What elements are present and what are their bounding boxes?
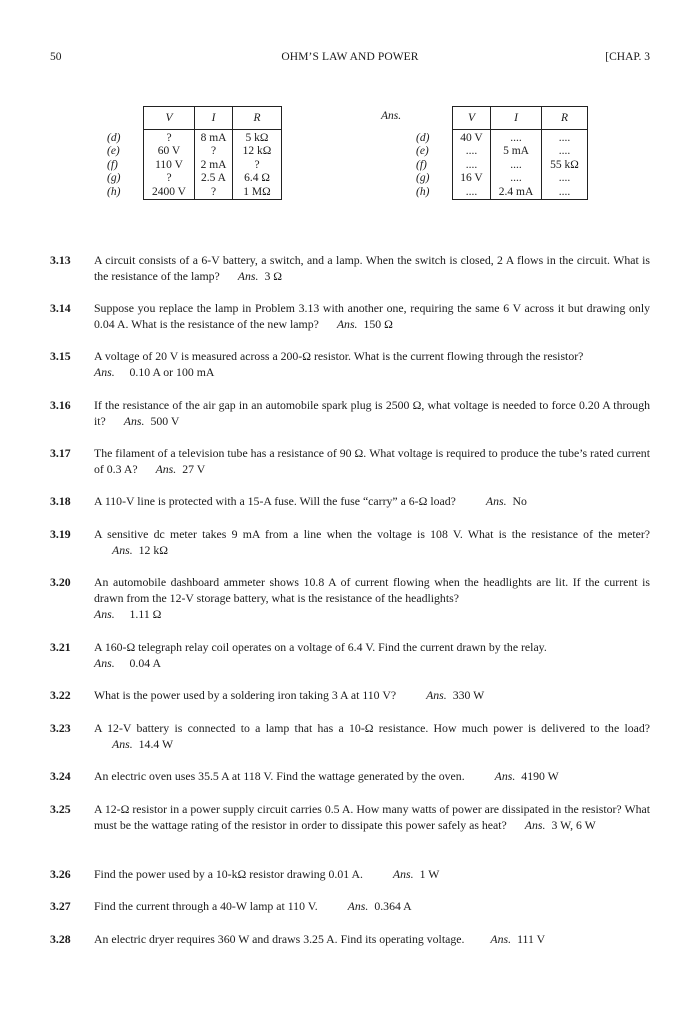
running-title: OHM’S LAW AND POWER bbox=[281, 51, 419, 63]
problem-item bbox=[50, 720, 650, 752]
answer-label: Ans. bbox=[237, 269, 259, 283]
problem-item bbox=[50, 574, 650, 622]
header-v: V bbox=[453, 107, 491, 130]
problem-text: Find the current through a 40-W lamp at 110 V. bbox=[94, 899, 318, 913]
table-row bbox=[107, 130, 282, 146]
cell-v: 40 V bbox=[453, 130, 491, 146]
answer-label: Ans. bbox=[392, 867, 414, 881]
answer-value: 330 W bbox=[452, 688, 485, 702]
answer-value: 3 Ω bbox=[264, 269, 283, 283]
row-label: (f) bbox=[416, 158, 427, 171]
problem-text: Find the power used by a 10-kΩ resistor drawing 0.01 A. bbox=[94, 867, 363, 881]
header-i: I bbox=[491, 107, 542, 130]
cell-i: ? bbox=[195, 186, 233, 200]
row-label: (d) bbox=[416, 131, 430, 144]
answer-label: Ans. bbox=[490, 932, 512, 946]
problem-number: 3.22 bbox=[50, 688, 71, 702]
answer-value: 0.364 A bbox=[374, 899, 412, 913]
answer-value: 14.4 W bbox=[138, 737, 174, 751]
problem-number: 3.16 bbox=[50, 398, 71, 412]
header-r: R bbox=[233, 107, 282, 130]
cell-i: 8 mA bbox=[195, 130, 233, 146]
problem-number: 3.24 bbox=[50, 769, 71, 783]
cell-v: 60 V bbox=[144, 145, 195, 158]
cell-r: 12 kΩ bbox=[233, 145, 282, 158]
problem-number: 3.21 bbox=[50, 640, 71, 654]
header-r: R bbox=[542, 107, 588, 130]
problem-table-given bbox=[107, 106, 282, 200]
cell-i: .... bbox=[491, 130, 542, 146]
problem-item bbox=[50, 445, 650, 477]
problem-number: 3.19 bbox=[50, 527, 71, 541]
table-header-row bbox=[107, 107, 282, 130]
problem-number: 3.13 bbox=[50, 253, 71, 267]
answer-label: Ans. bbox=[112, 543, 133, 557]
page-number: 50 bbox=[50, 51, 62, 63]
page-header bbox=[50, 51, 650, 67]
answer-label: Ans. bbox=[94, 656, 115, 670]
problem-item bbox=[50, 898, 650, 914]
problem-item bbox=[50, 493, 650, 509]
cell-r: 1 MΩ bbox=[233, 186, 282, 200]
cell-v: .... bbox=[453, 159, 491, 172]
cell-i: 5 mA bbox=[491, 145, 542, 158]
cell-i: ? bbox=[195, 145, 233, 158]
answer-value: 0.10 A or 100 mA bbox=[129, 365, 215, 379]
problem-number: 3.18 bbox=[50, 494, 71, 508]
problem-text: A 160-Ω telegraph relay coil operates on a voltage of 6.4 V. Find the current drawn by the relay. bbox=[94, 640, 547, 654]
answer-value: No bbox=[512, 494, 527, 508]
row-label: (d) bbox=[107, 131, 121, 144]
answer-table bbox=[416, 106, 588, 200]
problem-item bbox=[50, 397, 650, 429]
row-label: (g) bbox=[107, 172, 121, 185]
table-row bbox=[107, 186, 282, 200]
problem-text: An automobile dashboard ammeter shows 10.8 A of current flowing when the headlights are lit. If the current is drawn from the 12-V storage battery, what is the resistance of the headlights? bbox=[94, 575, 650, 605]
table-row bbox=[416, 172, 588, 185]
cell-v: .... bbox=[453, 145, 491, 158]
cell-i: .... bbox=[491, 172, 542, 185]
problem-item bbox=[50, 687, 650, 703]
table-header-row bbox=[416, 107, 588, 130]
problem-text: A 110-V line is protected with a 15-A fuse. Will the fuse “carry” a 6-Ω load? bbox=[94, 494, 456, 508]
problem-text: Suppose you replace the lamp in Problem 3.13 with another one, requiring the same 6 V across it but drawing only 0.04 A. What is the resistance of the new lamp? bbox=[94, 301, 650, 331]
problem-number: 3.26 bbox=[50, 867, 71, 881]
cell-v: .... bbox=[453, 186, 491, 200]
problem-item bbox=[50, 801, 650, 833]
answer-value: 500 V bbox=[150, 414, 180, 428]
answer-value: 27 V bbox=[182, 462, 206, 476]
row-label: (e) bbox=[107, 145, 120, 158]
problem-item bbox=[50, 866, 650, 882]
problem-text: If the resistance of the air gap in an automobile spark plug is 2500 Ω, what voltage is needed to force 0.20 A through it? bbox=[94, 398, 650, 428]
answer-label: Ans. bbox=[336, 317, 358, 331]
cell-v: ? bbox=[144, 172, 195, 185]
cell-r: .... bbox=[542, 145, 588, 158]
row-label: (e) bbox=[416, 145, 429, 158]
problem-item bbox=[50, 639, 650, 671]
problem-text: An electric oven uses 35.5 A at 118 V. Find the wattage generated by the oven. bbox=[94, 769, 465, 783]
answers-label: Ans. bbox=[381, 110, 402, 122]
answer-value: 12 kΩ bbox=[138, 543, 169, 557]
problem-number: 3.28 bbox=[50, 932, 71, 946]
table-row bbox=[107, 145, 282, 158]
problem-text: The filament of a television tube has a resistance of 90 Ω. What voltage is required to produce the tube’s rated current of 0.3 A? bbox=[94, 446, 650, 476]
cell-i: 2 mA bbox=[195, 159, 233, 172]
table-row bbox=[107, 159, 282, 172]
problem-item bbox=[50, 252, 650, 284]
answer-value: 1 W bbox=[419, 867, 440, 881]
answer-label: Ans. bbox=[494, 769, 516, 783]
problem-item bbox=[50, 768, 650, 784]
cell-r: .... bbox=[542, 172, 588, 185]
problem-item bbox=[50, 526, 650, 558]
problem-number: 3.17 bbox=[50, 446, 71, 460]
answer-value: 150 Ω bbox=[363, 317, 393, 331]
row-label: (f) bbox=[107, 158, 118, 171]
cell-i: 2.5 A bbox=[195, 172, 233, 185]
table-row bbox=[416, 130, 588, 146]
problem-number: 3.15 bbox=[50, 349, 71, 363]
answer-label: Ans. bbox=[524, 818, 546, 832]
cell-r: .... bbox=[542, 186, 588, 200]
header-i: I bbox=[195, 107, 233, 130]
row-label: (h) bbox=[416, 185, 430, 198]
problem-number: 3.27 bbox=[50, 899, 71, 913]
problem-item bbox=[50, 931, 650, 947]
problem-number: 3.14 bbox=[50, 301, 71, 315]
table-row bbox=[107, 172, 282, 185]
chapter-label: [CHAP. 3 bbox=[605, 51, 650, 63]
problem-text: A sensitive dc meter takes 9 mA from a line when the voltage is 108 V. What is the resistance of the meter? bbox=[94, 527, 650, 541]
cell-v: ? bbox=[144, 130, 195, 146]
problem-text: A 12-V battery is connected to a lamp that has a 10-Ω resistance. How much power is delivered to the load? bbox=[94, 721, 650, 735]
answer-label: Ans. bbox=[112, 737, 133, 751]
answer-label: Ans. bbox=[123, 414, 145, 428]
cell-v: 2400 V bbox=[144, 186, 195, 200]
answer-value: 3 W, 6 W bbox=[551, 818, 596, 832]
row-label: (g) bbox=[416, 172, 430, 185]
cell-v: 16 V bbox=[453, 172, 491, 185]
answer-value: 4190 W bbox=[521, 769, 559, 783]
table-row bbox=[416, 145, 588, 158]
cell-r: 55 kΩ bbox=[542, 159, 588, 172]
answer-label: Ans. bbox=[347, 899, 369, 913]
problem-text: A 12-Ω resistor in a power supply circuit carries 0.5 A. How many watts of power are dissipated in the resistor? What must be the wattage rating of the resistor in order to dissipate this power safely as heat? bbox=[94, 802, 650, 832]
problem-text: A circuit consists of a 6-V battery, a switch, and a lamp. When the switch is closed, 2 A flows in the circuit. What is the resistance of the lamp? bbox=[94, 253, 650, 283]
problem-item bbox=[50, 300, 650, 332]
problem-text: An electric dryer requires 360 W and draws 3.25 A. Find its operating voltage. bbox=[94, 932, 465, 946]
cell-i: 2.4 mA bbox=[491, 186, 542, 200]
cell-r: ? bbox=[233, 159, 282, 172]
header-v: V bbox=[144, 107, 195, 130]
problem-number: 3.23 bbox=[50, 721, 71, 735]
problem-item bbox=[50, 348, 650, 380]
cell-i: .... bbox=[491, 159, 542, 172]
cell-r: 6.4 Ω bbox=[233, 172, 282, 185]
cell-r: .... bbox=[542, 130, 588, 146]
problem-number: 3.25 bbox=[50, 802, 71, 816]
cell-r: 5 kΩ bbox=[233, 130, 282, 146]
table-row bbox=[416, 159, 588, 172]
problem-text: What is the power used by a soldering iron taking 3 A at 110 V? bbox=[94, 688, 397, 702]
table-row bbox=[416, 186, 588, 200]
row-label: (h) bbox=[107, 185, 121, 198]
problem-text: A voltage of 20 V is measured across a 200-Ω resistor. What is the current flowing through the resistor? bbox=[94, 349, 584, 363]
cell-v: 110 V bbox=[144, 159, 195, 172]
answer-label: Ans. bbox=[94, 365, 115, 379]
answer-value: 1.11 Ω bbox=[129, 607, 162, 621]
answer-label: Ans. bbox=[94, 607, 115, 621]
answer-label: Ans. bbox=[155, 462, 177, 476]
answer-label: Ans. bbox=[426, 688, 447, 702]
problem-number: 3.20 bbox=[50, 575, 71, 589]
answer-value: 111 V bbox=[517, 932, 546, 946]
answer-label: Ans. bbox=[485, 494, 507, 508]
answer-value: 0.04 A bbox=[129, 656, 161, 670]
